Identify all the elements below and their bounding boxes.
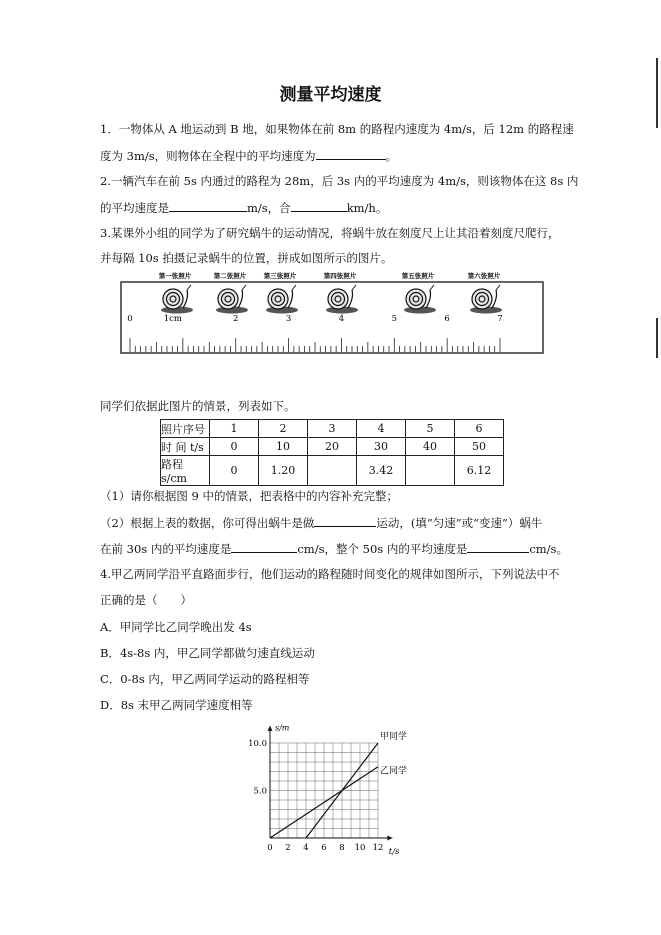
table-cell: 6.12: [455, 456, 504, 486]
table-cell: 3.42: [357, 456, 406, 486]
q1-line-1: 1．一物体从 A 地运动到 B 地，如果物体在前 8m 的路程内速度为 4m/s，后 12m 的路程速: [100, 122, 574, 136]
x-tick-label: 10: [354, 843, 366, 853]
table-cell: 50: [455, 438, 504, 456]
q3-line-3: 同学们依据此图片的情景，列表如下。: [100, 399, 296, 413]
page-edge-mark: [656, 318, 658, 358]
page-title: 测量平均速度: [279, 85, 382, 105]
q4-option-d[interactable]: D．8s 末甲乙两同学速度相等: [100, 698, 253, 712]
series-label: 甲同学: [380, 732, 408, 743]
answer-blank[interactable]: [291, 199, 347, 212]
x-tick-label: 2: [285, 843, 291, 853]
graph-tick-labels: [248, 739, 383, 853]
photo-label: 第六张照片: [467, 272, 501, 280]
ruler-number: 4: [338, 314, 345, 324]
table-cell: 2: [259, 420, 308, 438]
answer-blank[interactable]: [467, 540, 529, 553]
ruler-number: 1cm: [163, 314, 182, 324]
y-axis-label: s/m: [275, 723, 290, 733]
answer-blank[interactable]: [314, 514, 376, 527]
y-tick-label: 5.0: [253, 786, 267, 797]
x-tick-label: 12: [372, 843, 384, 853]
series-label: 乙同学: [380, 766, 408, 777]
answer-cell[interactable]: [406, 456, 455, 486]
q4-line-2: 正确的是（ ）: [100, 593, 192, 607]
table-cell: 0: [210, 438, 259, 456]
answer-blank[interactable]: [169, 199, 247, 212]
q4-option-c[interactable]: C．0-8s 内，甲乙两同学运动的路程相等: [100, 672, 310, 686]
ruler-number: 5: [391, 314, 397, 324]
table-row: [161, 456, 504, 486]
answer-cell[interactable]: [308, 456, 357, 486]
table-cell: 6: [455, 420, 504, 438]
x-tick-label: 8: [339, 843, 345, 853]
q3-line-2: 并每隔 10s 拍摄记录蜗牛的位置，拼成如图所示的图片。: [100, 251, 393, 265]
row-header: 照片序号: [161, 420, 210, 438]
snail-ruler-figure: [120, 268, 544, 354]
x-axis-arrow: [387, 836, 392, 841]
q2-line-2: 的平均速度是 m/s，合 km/h。: [100, 201, 388, 215]
table-cell: 30: [357, 438, 406, 456]
q4-line-1: 4.甲乙两同学沿平直路面步行，他们运动的路程随时间变化的规律如图所示，下列说法中不: [100, 567, 560, 581]
photo-label: 第三张照片: [263, 272, 297, 280]
table-cell: 20: [308, 438, 357, 456]
q3-line-1: 3.某课外小组的同学为了研究蜗牛的运动情况，将蜗牛放在刻度尺上让其沿着刻度尺爬行，: [100, 226, 560, 240]
photo-label: 第四张照片: [323, 272, 357, 280]
data-table: [160, 419, 504, 486]
q1-line-2: 度为 3m/s，则物体在全程中的平均速度为 。: [100, 149, 398, 163]
table-row: [161, 438, 504, 456]
graph-grid: [270, 743, 378, 838]
answer-blank[interactable]: [316, 147, 386, 160]
ruler-number: 3: [285, 314, 292, 324]
x-tick-label: 0: [267, 843, 273, 853]
x-axis-label: t/s: [388, 847, 400, 857]
photo-label: 第二张照片: [213, 272, 247, 280]
row-header: 时 间 t/s: [161, 438, 210, 456]
photo-label: 第一张照片: [158, 272, 192, 280]
table-cell: 3: [308, 420, 357, 438]
table-cell: 0: [210, 456, 259, 486]
table-cell: 10: [259, 438, 308, 456]
row-header: 路程 s/cm: [161, 456, 210, 486]
x-tick-label: 4: [303, 843, 309, 853]
q3-sub-1: （1）请你根据图 9 中的情景，把表格中的内容补充完整；: [100, 489, 398, 503]
table-cell: 5: [406, 420, 455, 438]
q2-line-1: 2.一辆汽车在前 5s 内通过的路程为 28m，后 3s 内的平均速度为 4m/s，则该物体在这 8s 内: [100, 174, 579, 188]
q4-option-a[interactable]: A．甲同学比乙同学晚出发 4s: [100, 620, 252, 634]
y-axis-arrow: [268, 726, 273, 731]
ruler-number: 2: [233, 314, 239, 324]
graph-series: [270, 730, 407, 838]
ruler-number: 7: [497, 314, 503, 324]
q3-sub-2-line-1: （2）根据上表的数据，你可得出蜗牛是做 运动，(填“匀速”或“变速”）蜗牛: [100, 516, 543, 530]
ruler-number: 6: [444, 314, 450, 324]
q4-option-b[interactable]: B．4s-8s 内，甲乙同学都做匀速直线运动: [100, 646, 315, 660]
ruler-number: 0: [127, 314, 133, 324]
table-cell: 1.20: [259, 456, 308, 486]
table-cell: 40: [406, 438, 455, 456]
q3-sub-2-line-2: 在前 30s 内的平均速度是 cm/s，整个 50s 内的平均速度是 cm/s。: [100, 542, 568, 556]
x-tick-label: 6: [321, 843, 327, 853]
photo-label: 第五张照片: [401, 272, 435, 280]
table-cell: 1: [210, 420, 259, 438]
table-cell: 4: [357, 420, 406, 438]
distance-time-graph: [240, 712, 420, 862]
table-row: [161, 420, 504, 438]
y-tick-label: 10.0: [248, 739, 267, 749]
answer-blank[interactable]: [231, 540, 297, 553]
